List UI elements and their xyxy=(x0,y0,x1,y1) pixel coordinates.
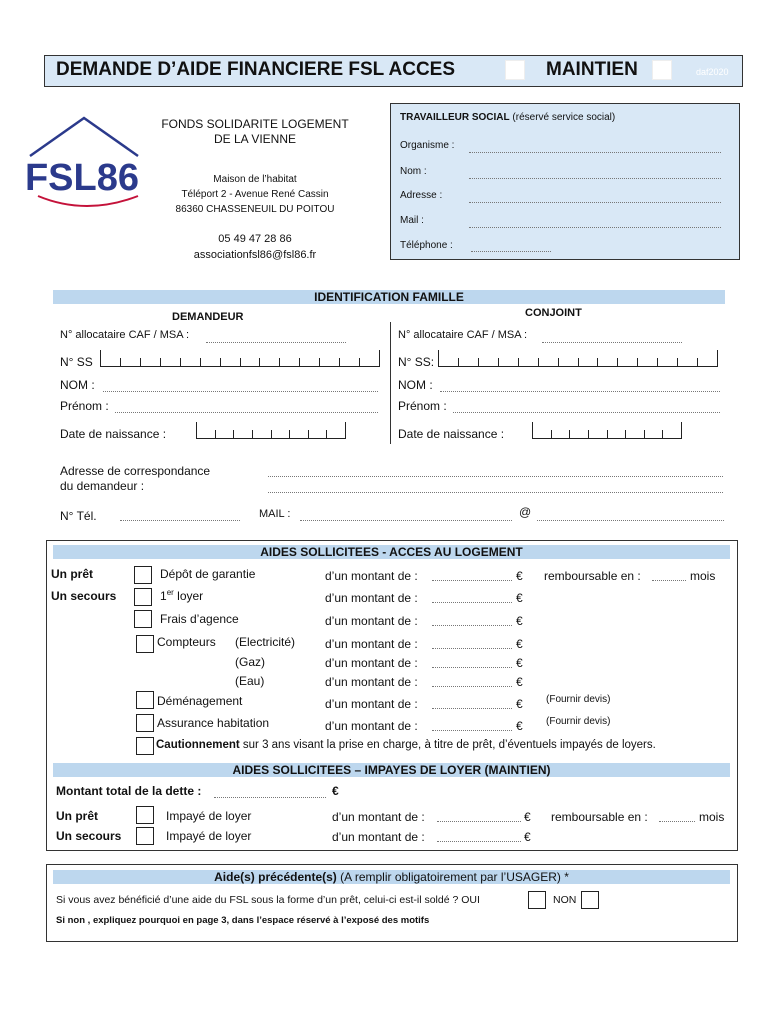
comb-tick xyxy=(551,430,552,438)
comb-tick xyxy=(644,430,645,438)
mail-domain-field[interactable] xyxy=(537,510,724,521)
comb-tick xyxy=(607,430,608,438)
euro-sign: € xyxy=(516,697,523,711)
org-name: FONDS SOLIDARITE LOGEMENT DE LA VIENNE xyxy=(161,117,349,146)
organisme-label: Organisme : xyxy=(400,140,455,151)
address-field-2[interactable] xyxy=(268,482,723,493)
adresse-label: Adresse : xyxy=(400,190,443,201)
tel-field[interactable] xyxy=(120,510,240,521)
depot-months-field[interactable] xyxy=(652,570,686,581)
eau-amount-field[interactable] xyxy=(432,676,512,687)
nom-label: Nom : xyxy=(400,166,427,177)
conj-nom-label: NOM : xyxy=(398,378,433,392)
compteurs-label: Compteurs xyxy=(157,635,216,649)
conj-ss-label: N° SS: xyxy=(398,355,435,369)
comb-tick xyxy=(625,430,626,438)
remboursable-label: remboursable en : xyxy=(551,810,648,824)
comb-tick xyxy=(458,358,459,366)
comb-tick xyxy=(681,422,682,438)
depot-label: Dépôt de garantie xyxy=(160,567,256,581)
compteurs-checkbox[interactable] xyxy=(136,635,154,653)
ss-field[interactable] xyxy=(100,352,380,367)
social-worker-box xyxy=(390,103,740,260)
comb-tick xyxy=(220,358,221,366)
gaz-label: (Gaz) xyxy=(235,655,265,669)
oui-checkbox[interactable] xyxy=(528,891,546,909)
org-phone: 05 49 47 28 86 xyxy=(218,233,292,245)
depot-amount-field[interactable] xyxy=(432,570,512,581)
montant-label: d’un montant de : xyxy=(332,830,425,844)
organisme-field[interactable] xyxy=(469,142,721,153)
acces-secours-label: Un secours xyxy=(51,589,117,603)
loyer-label: 1er loyer xyxy=(160,588,204,603)
comb-tick xyxy=(339,358,340,366)
impaye-label: Impayé de loyer xyxy=(166,809,252,823)
address-label: Adresse de correspondance du demandeur : xyxy=(60,464,211,493)
euro-sign: € xyxy=(516,614,523,628)
comb-tick xyxy=(120,358,121,366)
maintien-pret-label: Un prêt xyxy=(56,809,98,823)
non-checkbox[interactable] xyxy=(581,891,599,909)
comb-tick xyxy=(271,430,272,438)
social-worker-heading: TRAVAILLEUR SOCIAL (réservé service social) xyxy=(400,112,616,123)
comb-tick xyxy=(160,358,161,366)
comb-tick xyxy=(498,358,499,366)
eau-label: (Eau) xyxy=(235,674,265,688)
maintien-secours-amount-field[interactable] xyxy=(437,831,521,842)
cautionnement-label: Cautionnement sur 3 ans visant la prise en charge, à titre de prêt, d’éventuels impayés de loyers. xyxy=(156,739,656,751)
comb-tick xyxy=(637,358,638,366)
form-title: DEMANDE D’AIDE FINANCIERE FSL ACCES xyxy=(56,59,456,80)
elec-amount-field[interactable] xyxy=(432,638,512,649)
elec-label: (Electricité) xyxy=(235,635,296,649)
montant-label: d’un montant de : xyxy=(325,614,418,628)
comb-tick xyxy=(359,358,360,366)
demenagement-amount-field[interactable] xyxy=(432,698,512,709)
comb-tick xyxy=(478,358,479,366)
comb-tick xyxy=(518,358,519,366)
comb-tick xyxy=(569,430,570,438)
ss-label: N° SS xyxy=(60,355,93,369)
nom-field[interactable] xyxy=(103,381,378,392)
euro-sign: € xyxy=(516,656,523,670)
precedent-heading: Aide(s) précédente(s) (A remplir obligatoirement par l’USAGER) * xyxy=(53,870,730,884)
impaye-label: Impayé de loyer xyxy=(166,829,252,843)
montant-label: d’un montant de : xyxy=(325,719,418,733)
ts-adresse-field[interactable] xyxy=(469,192,721,203)
devis-note: (Fournir devis) xyxy=(546,694,611,705)
comb-tick xyxy=(319,358,320,366)
comb-tick xyxy=(558,358,559,366)
comb-tick xyxy=(662,430,663,438)
montant-label: d’un montant de : xyxy=(325,656,418,670)
maintien-checkbox[interactable] xyxy=(652,60,672,80)
comb-tick xyxy=(233,430,234,438)
mail-label: Mail : xyxy=(400,215,424,226)
conj-nom-field[interactable] xyxy=(440,381,720,392)
conjoint-heading: CONJOINT xyxy=(525,307,582,319)
demenagement-label: Déménagement xyxy=(157,694,243,708)
comb-tick xyxy=(299,358,300,366)
comb-tick xyxy=(379,350,380,366)
non-label: NON xyxy=(553,894,577,906)
montant-label: d’un montant de : xyxy=(325,697,418,711)
comb-tick xyxy=(240,358,241,366)
acces-checkbox[interactable] xyxy=(505,60,525,80)
conj-ss-field[interactable] xyxy=(438,352,718,367)
montant-label: d’un montant de : xyxy=(325,569,418,583)
comb-tick xyxy=(180,358,181,366)
comb-tick xyxy=(289,430,290,438)
devis-note: (Fournir devis) xyxy=(546,716,611,727)
comb-tick xyxy=(597,358,598,366)
fsl86-logo xyxy=(20,112,150,212)
comb-tick xyxy=(196,422,197,438)
euro-sign: € xyxy=(332,784,339,798)
euro-sign: € xyxy=(524,810,531,824)
assurance-label: Assurance habitation xyxy=(157,716,270,730)
address-field-1[interactable] xyxy=(268,466,723,477)
montant-label: d’un montant de : xyxy=(332,810,425,824)
precedent-question: Si vous avez bénéficié d’une aide du FSL sous la forme d’un prêt, celui-ci est-il soldé ? OUI xyxy=(56,894,480,906)
column-divider xyxy=(390,322,391,444)
comb-tick xyxy=(215,430,216,438)
org-email[interactable]: associationfsl86@fsl86.fr xyxy=(193,249,317,261)
telephone-label: Téléphone : xyxy=(400,240,453,251)
conj-dob-field[interactable] xyxy=(532,424,682,439)
euro-sign: € xyxy=(516,637,523,651)
euro-sign: € xyxy=(516,569,523,583)
assurance-checkbox[interactable] xyxy=(136,714,154,732)
comb-tick xyxy=(697,358,698,366)
maintien-pret-checkbox[interactable] xyxy=(136,806,154,824)
maintien-pret-amount-field[interactable] xyxy=(437,811,521,822)
mail-label: MAIL : xyxy=(259,508,291,520)
tel-label: N° Tél. xyxy=(60,509,97,523)
prenom-label: Prénom : xyxy=(60,399,109,413)
loyer-checkbox[interactable] xyxy=(134,588,152,606)
prenom-field[interactable] xyxy=(115,402,378,413)
comb-tick xyxy=(326,430,327,438)
gaz-amount-field[interactable] xyxy=(432,657,512,668)
comb-tick xyxy=(200,358,201,366)
identification-heading: IDENTIFICATION FAMILLE xyxy=(53,290,725,304)
form-code: daf2020 xyxy=(696,67,729,77)
frais-amount-field[interactable] xyxy=(432,615,512,626)
conj-dob-label: Date de naissance : xyxy=(398,427,505,441)
conj-caf-label: N° allocataire CAF / MSA : xyxy=(398,329,528,341)
conj-prenom-field[interactable] xyxy=(453,402,720,413)
maintien-secours-label: Un secours xyxy=(56,829,122,843)
logo-text: FSL86 xyxy=(24,157,140,199)
mois-label: mois xyxy=(690,569,716,583)
frais-checkbox[interactable] xyxy=(134,610,152,628)
precedent-note: Si non , expliquez pourquoi en page 3, dans l’espace réservé à l’exposé des motifs xyxy=(56,915,430,926)
maintien-months-field[interactable] xyxy=(659,811,695,822)
loyer-amount-field[interactable] xyxy=(432,592,512,603)
comb-tick xyxy=(677,358,678,366)
comb-tick xyxy=(532,422,533,438)
ts-telephone-field[interactable] xyxy=(471,241,551,252)
assurance-amount-field[interactable] xyxy=(432,720,512,731)
at-sign: @ xyxy=(519,505,532,519)
mois-label: mois xyxy=(699,810,725,824)
comb-tick xyxy=(259,358,260,366)
ts-nom-field[interactable] xyxy=(469,168,721,179)
montant-label: d’un montant de : xyxy=(325,637,418,651)
euro-sign: € xyxy=(516,591,523,605)
dette-total-label: Montant total de la dette : xyxy=(56,784,202,798)
comb-tick xyxy=(279,358,280,366)
comb-tick xyxy=(538,358,539,366)
frais-label: Frais d’agence xyxy=(160,612,239,626)
montant-label: d’un montant de : xyxy=(325,591,418,605)
comb-tick xyxy=(717,350,718,366)
montant-label: d’un montant de : xyxy=(325,675,418,689)
acces-heading: AIDES SOLLICITEES - ACCES AU LOGEMENT xyxy=(53,545,730,559)
dette-total-field[interactable] xyxy=(214,787,326,798)
comb-tick xyxy=(252,430,253,438)
maintien-heading: AIDES SOLLICITEES – IMPAYES DE LOYER (MAINTIEN) xyxy=(53,763,730,777)
comb-tick xyxy=(578,358,579,366)
cautionnement-checkbox[interactable] xyxy=(136,737,154,755)
demenagement-checkbox[interactable] xyxy=(136,691,154,709)
dob-label: Date de naissance : xyxy=(60,427,167,441)
org-address: Maison de l’habitat Téléport 2 - Avenue René Cassin 86360 CHASSENEUIL DU POITOU xyxy=(175,174,335,215)
euro-sign: € xyxy=(516,675,523,689)
mail-user-field[interactable] xyxy=(300,510,512,521)
comb-tick xyxy=(345,422,346,438)
euro-sign: € xyxy=(524,830,531,844)
remboursable-label: remboursable en : xyxy=(544,569,641,583)
comb-tick xyxy=(617,358,618,366)
dob-field[interactable] xyxy=(196,424,346,439)
conj-caf-field[interactable] xyxy=(542,332,682,343)
org-contact xyxy=(150,231,360,263)
euro-sign: € xyxy=(516,719,523,733)
demandeur-heading: DEMANDEUR xyxy=(172,311,244,323)
caf-field[interactable] xyxy=(206,332,346,343)
maintien-label: MAINTIEN xyxy=(546,59,638,80)
caf-label: N° allocataire CAF / MSA : xyxy=(60,329,190,341)
ts-mail-field[interactable] xyxy=(469,217,721,228)
nom-label: NOM : xyxy=(60,378,95,392)
conj-prenom-label: Prénom : xyxy=(398,399,447,413)
comb-tick xyxy=(657,358,658,366)
maintien-secours-checkbox[interactable] xyxy=(136,827,154,845)
comb-tick xyxy=(308,430,309,438)
acces-pret-label: Un prêt xyxy=(51,567,93,581)
comb-tick xyxy=(100,350,101,366)
comb-tick xyxy=(140,358,141,366)
comb-tick xyxy=(438,350,439,366)
depot-checkbox[interactable] xyxy=(134,566,152,584)
comb-tick xyxy=(588,430,589,438)
